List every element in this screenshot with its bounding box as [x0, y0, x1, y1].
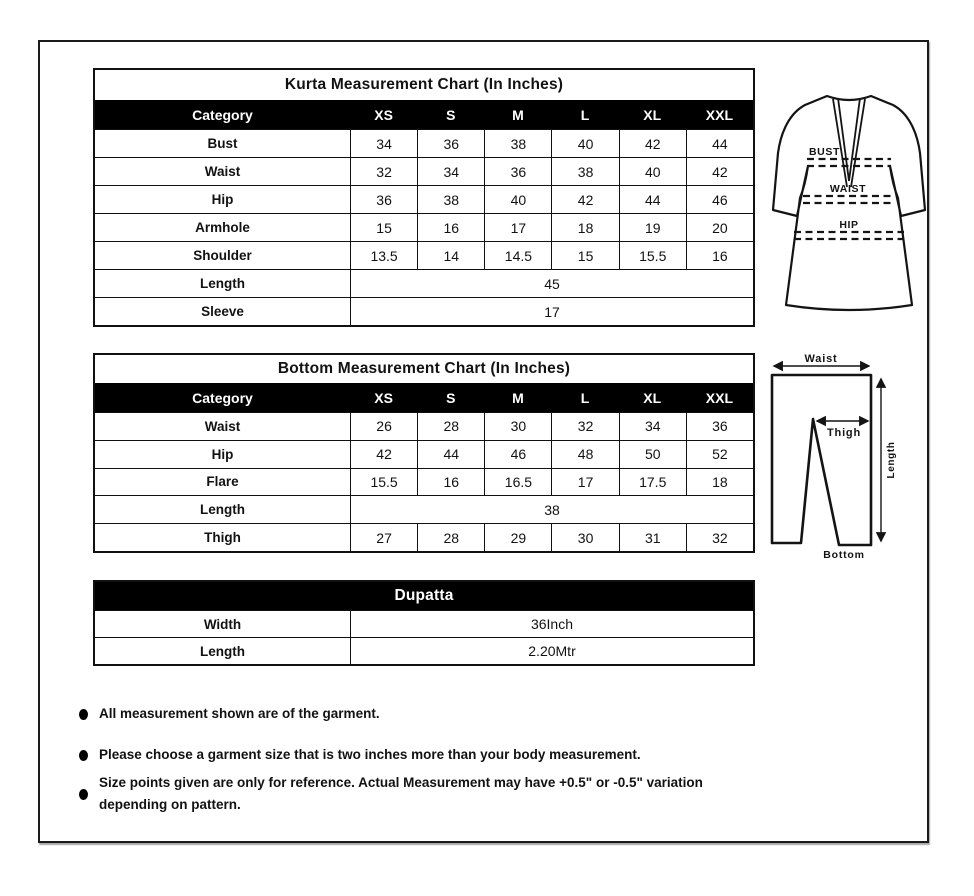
kurta-diagram [763, 84, 935, 320]
pants-diagram [758, 352, 913, 564]
cell-value: 27 [350, 524, 417, 551]
cell-value: 38 [417, 186, 484, 213]
column-header: M [512, 106, 524, 123]
row-label: Hip [211, 192, 234, 207]
cell-value: 14.5 [484, 242, 551, 269]
hip-label: HIP [839, 219, 859, 231]
column-header: Category [192, 106, 253, 123]
bust-label: BUST [809, 146, 840, 158]
kurta-measurement-table [93, 68, 755, 327]
row-label: Bust [207, 136, 238, 151]
cell-value: 38 [551, 158, 618, 185]
table-row [95, 157, 753, 185]
cell-value: 29 [484, 524, 551, 551]
cell-value: 42 [551, 186, 618, 213]
cell-value: 36 [484, 158, 551, 185]
note [79, 703, 380, 725]
table-row [95, 637, 753, 664]
cell-value: 17 [350, 298, 753, 325]
row-label: Waist [204, 418, 241, 434]
cell-value: 17 [551, 469, 618, 496]
column-header: XS [374, 106, 393, 123]
table-row [95, 213, 753, 241]
cell-value: 32 [686, 524, 753, 551]
note-text: Size points given are only for reference. Actual Measurement may have +0.5" or -0.5" variation depending on pattern. [99, 775, 703, 812]
row-label: Length [200, 643, 245, 659]
cell-value: 16 [417, 469, 484, 496]
cell-value: 28 [417, 524, 484, 551]
thigh-label: Thigh [827, 427, 861, 439]
row-label: Hip [211, 446, 234, 462]
cell-value: 15.5 [619, 242, 686, 269]
cell-value: 42 [350, 441, 417, 468]
cell-value: 2.20Mtr [350, 638, 753, 664]
table-row [95, 523, 753, 551]
cell-value: 44 [686, 130, 753, 157]
row-label: Armhole [195, 220, 250, 235]
cell-value: 36 [686, 413, 753, 440]
column-header: XXL [705, 106, 734, 123]
cell-value: 18 [686, 469, 753, 496]
column-header: XL [643, 106, 662, 123]
bottom-table-header [95, 383, 753, 412]
column-header: XXL [705, 389, 734, 406]
note-text: Please choose a garment size that is two inches more than your body measurement. [99, 747, 641, 762]
dupatta-table [93, 580, 755, 666]
kurta-table-header [95, 100, 753, 129]
row-label: Thigh [204, 530, 241, 546]
column-header: S [446, 106, 456, 123]
cell-value: 15.5 [350, 469, 417, 496]
table-row [95, 495, 753, 523]
cell-value: 48 [551, 441, 618, 468]
row-label: Flare [206, 474, 239, 490]
cell-value: 45 [350, 270, 753, 297]
cell-value: 16 [686, 242, 753, 269]
cell-value: 17 [484, 214, 551, 241]
cell-value: 32 [551, 413, 618, 440]
row-label: Length [200, 502, 245, 518]
cell-value: 16.5 [484, 469, 551, 496]
cell-value: 52 [686, 441, 753, 468]
length-label: Length [886, 441, 897, 479]
table-row [95, 269, 753, 297]
column-header: L [580, 389, 590, 406]
column-header: M [512, 389, 524, 406]
cell-value: 28 [417, 413, 484, 440]
table-row [95, 241, 753, 269]
bottom-table-title: Bottom Measurement Chart (In Inches) [277, 360, 571, 377]
cell-value: 46 [686, 186, 753, 213]
cell-value: 38 [350, 496, 753, 523]
cell-value: 16 [417, 214, 484, 241]
cell-value: 46 [484, 441, 551, 468]
cell-value: 36Inch [350, 611, 753, 637]
dupatta-table-title: Dupatta [95, 582, 753, 610]
row-label: Waist [204, 164, 241, 179]
row-label: Shoulder [193, 248, 252, 263]
cell-value: 44 [619, 186, 686, 213]
cell-value: 42 [686, 158, 753, 185]
bullet-icon [79, 750, 88, 761]
table-row [95, 468, 753, 496]
note [79, 744, 641, 766]
cell-value: 40 [619, 158, 686, 185]
column-header: L [580, 106, 590, 123]
cell-value: 14 [417, 242, 484, 269]
cell-value: 34 [417, 158, 484, 185]
cell-value: 36 [417, 130, 484, 157]
pants-outline [772, 375, 871, 545]
cell-value: 13.5 [350, 242, 417, 269]
table-row [95, 440, 753, 468]
cell-value: 44 [417, 441, 484, 468]
row-label: Width [203, 616, 242, 632]
table-row [95, 129, 753, 157]
cell-value: 18 [551, 214, 618, 241]
column-header: XL [643, 389, 662, 406]
note [79, 772, 717, 816]
cell-value: 34 [619, 413, 686, 440]
waist-label: Waist [804, 353, 838, 365]
cell-value: 40 [551, 130, 618, 157]
table-row [95, 610, 753, 637]
cell-value: 19 [619, 214, 686, 241]
bullet-icon [79, 789, 88, 800]
cell-value: 38 [484, 130, 551, 157]
bullet-icon [79, 709, 88, 720]
waist-label: WAIST [829, 183, 867, 195]
cell-value: 50 [619, 441, 686, 468]
cell-value: 32 [350, 158, 417, 185]
table-row [95, 185, 753, 213]
cell-value: 36 [350, 186, 417, 213]
row-label: Sleeve [201, 304, 244, 319]
note-text: All measurement shown are of the garment. [99, 706, 380, 721]
cell-value: 30 [551, 524, 618, 551]
table-row [95, 412, 753, 440]
bottom-measurement-table [93, 353, 755, 553]
column-header: S [446, 389, 456, 406]
cell-value: 15 [551, 242, 618, 269]
cell-value: 30 [484, 413, 551, 440]
cell-value: 20 [686, 214, 753, 241]
column-header: Category [192, 389, 253, 406]
cell-value: 26 [350, 413, 417, 440]
cell-value: 34 [350, 130, 417, 157]
column-header: XS [374, 389, 393, 406]
cell-value: 42 [619, 130, 686, 157]
kurta-table-title: Kurta Measurement Chart (In Inches) [284, 76, 564, 93]
row-label: Length [200, 276, 245, 291]
bottom-label: Bottom [823, 549, 865, 561]
table-row [95, 297, 753, 325]
cell-value: 15 [350, 214, 417, 241]
cell-value: 17.5 [619, 469, 686, 496]
cell-value: 40 [484, 186, 551, 213]
cell-value: 31 [619, 524, 686, 551]
